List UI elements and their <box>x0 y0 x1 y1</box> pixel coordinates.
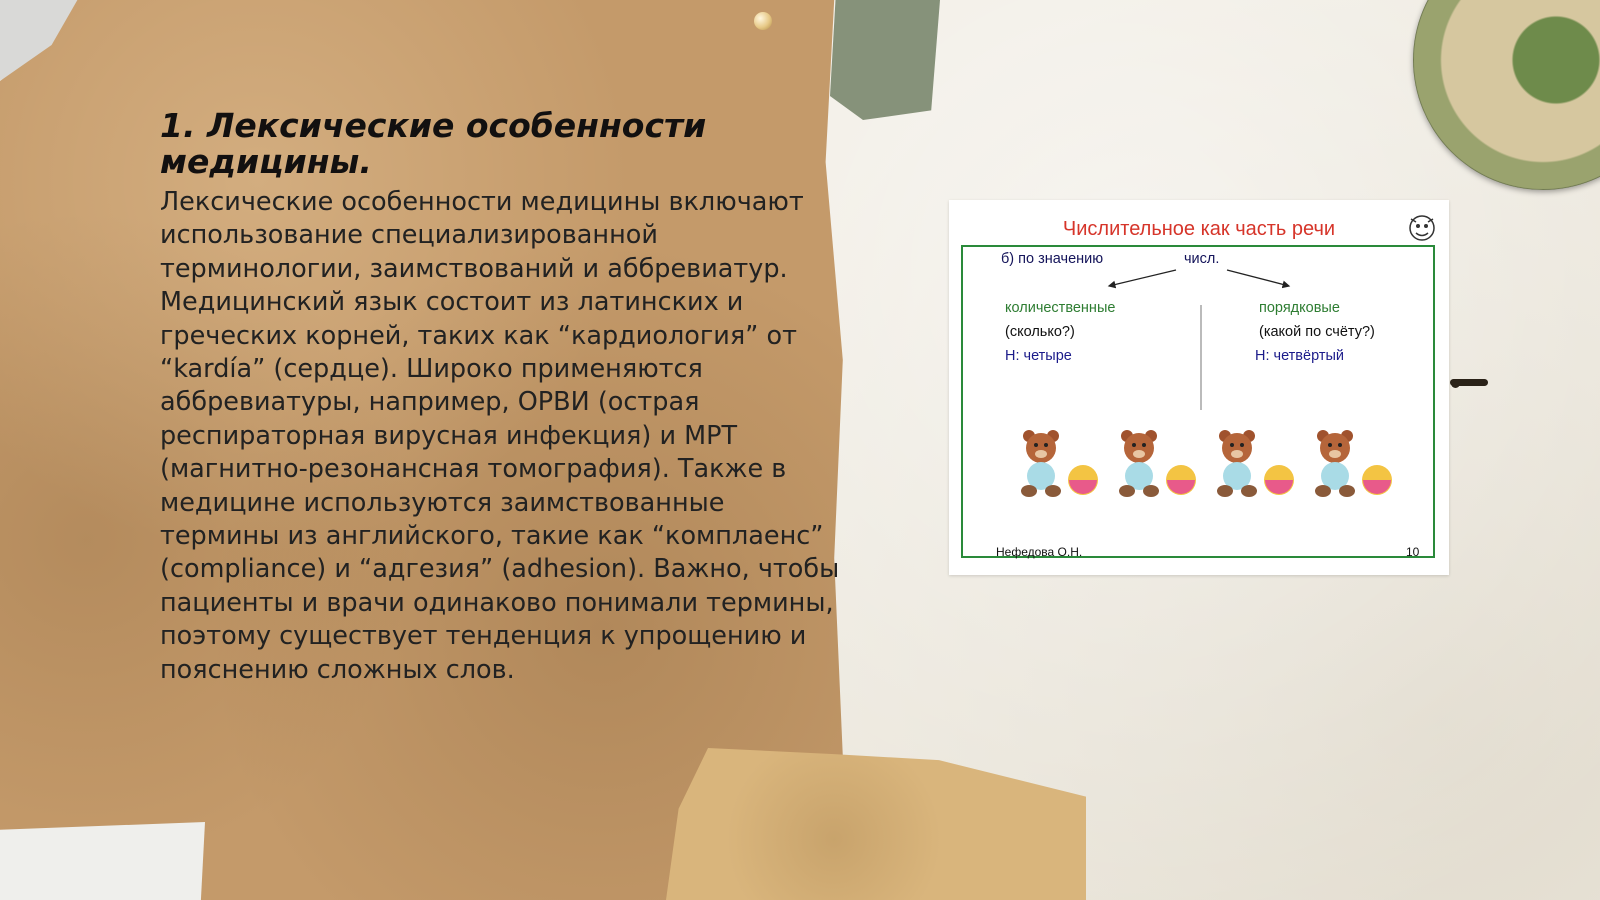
embedded-slide-title: Числительное как часть речи <box>1062 218 1336 240</box>
arrow-right <box>1227 270 1289 286</box>
slide-body-text: Лексические особенности медицины включают использование специализированной терминологии, заимствований и аббревиатур. Медицинский язык состоит из латинских и греческих корней, таких как “кардиология” от “kardía” (сердце). Широко применяются аббревиатуры, например, ОРВИ (острая респираторная вирусная инфекция) и МРТ (магнитно-резонансная томография). Также в медицине используются заимствованные термины из английского, такие как “комплаенс” (compliance) и “адгезия” (adhesion). Важно, чтобы пациенты и врачи одинаково понимали термины, поэтому существует тенденция к упрощению и пояснению сложных слов. <box>160 187 840 685</box>
right-example: Н: четвёртый <box>1255 348 1344 364</box>
root-node-label: числ. <box>1184 251 1220 267</box>
teddy-bear-icon <box>1021 430 1098 497</box>
teddy-bear-icon <box>1217 430 1294 497</box>
teddy-bears-illustration <box>1009 428 1409 500</box>
slide-heading: 1. Лексические особенности медицины. <box>160 106 707 181</box>
left-question: (сколько?) <box>1005 324 1075 340</box>
pushpin-icon <box>754 12 772 30</box>
ink-stroke <box>1450 379 1488 386</box>
right-question: (какой по счёту?) <box>1259 324 1375 340</box>
branch-arrows <box>949 200 1449 575</box>
embedded-footer-page: 10 <box>1406 545 1420 559</box>
torn-paper-bottom-left <box>0 822 205 900</box>
right-category: порядковые <box>1259 300 1340 316</box>
teddy-bear-icon <box>1119 430 1196 497</box>
embedded-slide-image <box>949 200 1449 575</box>
left-category: количественные <box>1005 300 1116 316</box>
left-example: Н: четыре <box>1005 348 1072 364</box>
classification-label: б) по значению <box>1001 251 1104 267</box>
green-tape-strip <box>830 0 940 120</box>
embedded-footer-author: Нефедова О.Н. <box>996 545 1083 559</box>
arrow-left <box>1109 270 1176 286</box>
teddy-bear-icon <box>1315 430 1392 497</box>
